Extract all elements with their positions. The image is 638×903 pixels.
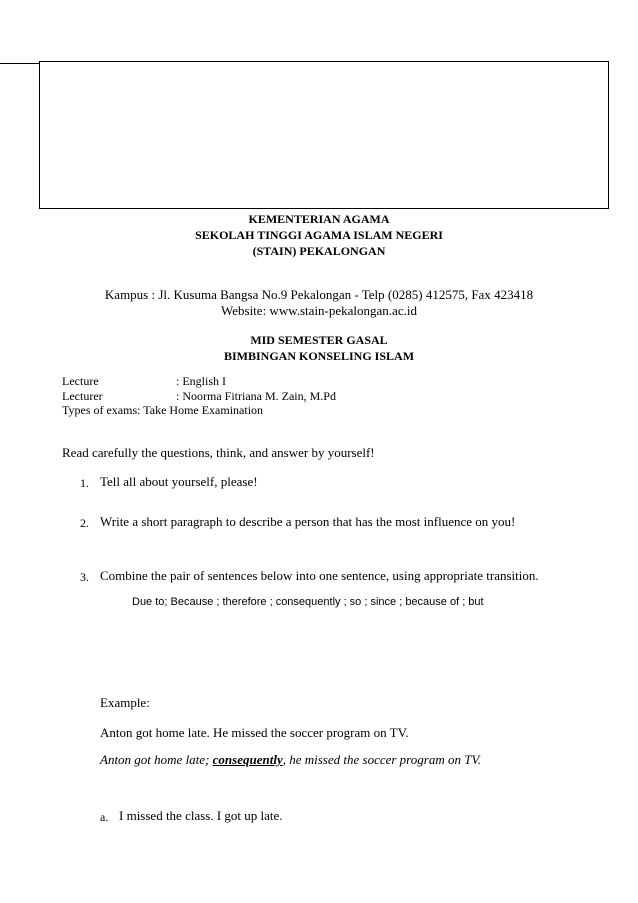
- lecturer-label: Lecturer: [62, 389, 103, 403]
- institution-name: SEKOLAH TINGGI AGAMA ISLAM NEGERI: [195, 228, 443, 242]
- question-number: 3.: [80, 570, 89, 584]
- lecture-value: : English I: [176, 374, 226, 388]
- campus-address: Kampus : Jl. Kusuma Bangsa No.9 Pekalongan - Telp (0285) 412575, Fax 423418: [104, 287, 534, 302]
- question-text: Tell all about yourself, please!: [100, 474, 258, 489]
- institution-abbrev: (STAIN) PEKALONGAN: [252, 244, 386, 258]
- question-text: Combine the pair of sentences below into one sentence, using appropriate transition.: [100, 568, 539, 583]
- instruction: Read carefully the questions, think, and answer by yourself!: [62, 445, 375, 460]
- question-number: 2.: [80, 516, 89, 530]
- question-text: Write a short paragraph to describe a person that has the most influence on you!: [100, 514, 516, 529]
- exam-title: MID SEMESTER GASAL: [250, 333, 388, 347]
- campus-website: Website: www.stain-pekalongan.ac.id: [221, 303, 417, 318]
- ministry-name: KEMENTERIAN AGAMA: [248, 212, 390, 226]
- exam-subtitle: BIMBINGAN KONSELING ISLAM: [223, 349, 415, 363]
- margin-line: [0, 63, 40, 64]
- answer-after: , he missed the soccer program on TV.: [282, 752, 481, 767]
- sub-item-letter: a.: [100, 810, 109, 824]
- example-sentence: Anton got home late. He missed the soccer program on TV.: [100, 725, 409, 740]
- answer-keyword: consequently: [212, 752, 283, 767]
- question-number: 1.: [80, 476, 89, 490]
- lecturer-value: : Noorma Fitriana M. Zain, M.Pd: [176, 389, 336, 403]
- exam-type: Types of exams: Take Home Examination: [62, 403, 264, 417]
- lecture-label: Lecture: [62, 374, 99, 388]
- example-answer: [100, 752, 481, 768]
- sub-item-text: I missed the class. I got up late.: [119, 808, 283, 823]
- example-label: Example:: [100, 695, 150, 710]
- transition-list: Due to; Because ; therefore ; consequently ; so ; since ; because of ; but: [132, 596, 484, 608]
- answer-before: Anton got home late;: [100, 752, 213, 767]
- header-logo-box: [39, 61, 609, 209]
